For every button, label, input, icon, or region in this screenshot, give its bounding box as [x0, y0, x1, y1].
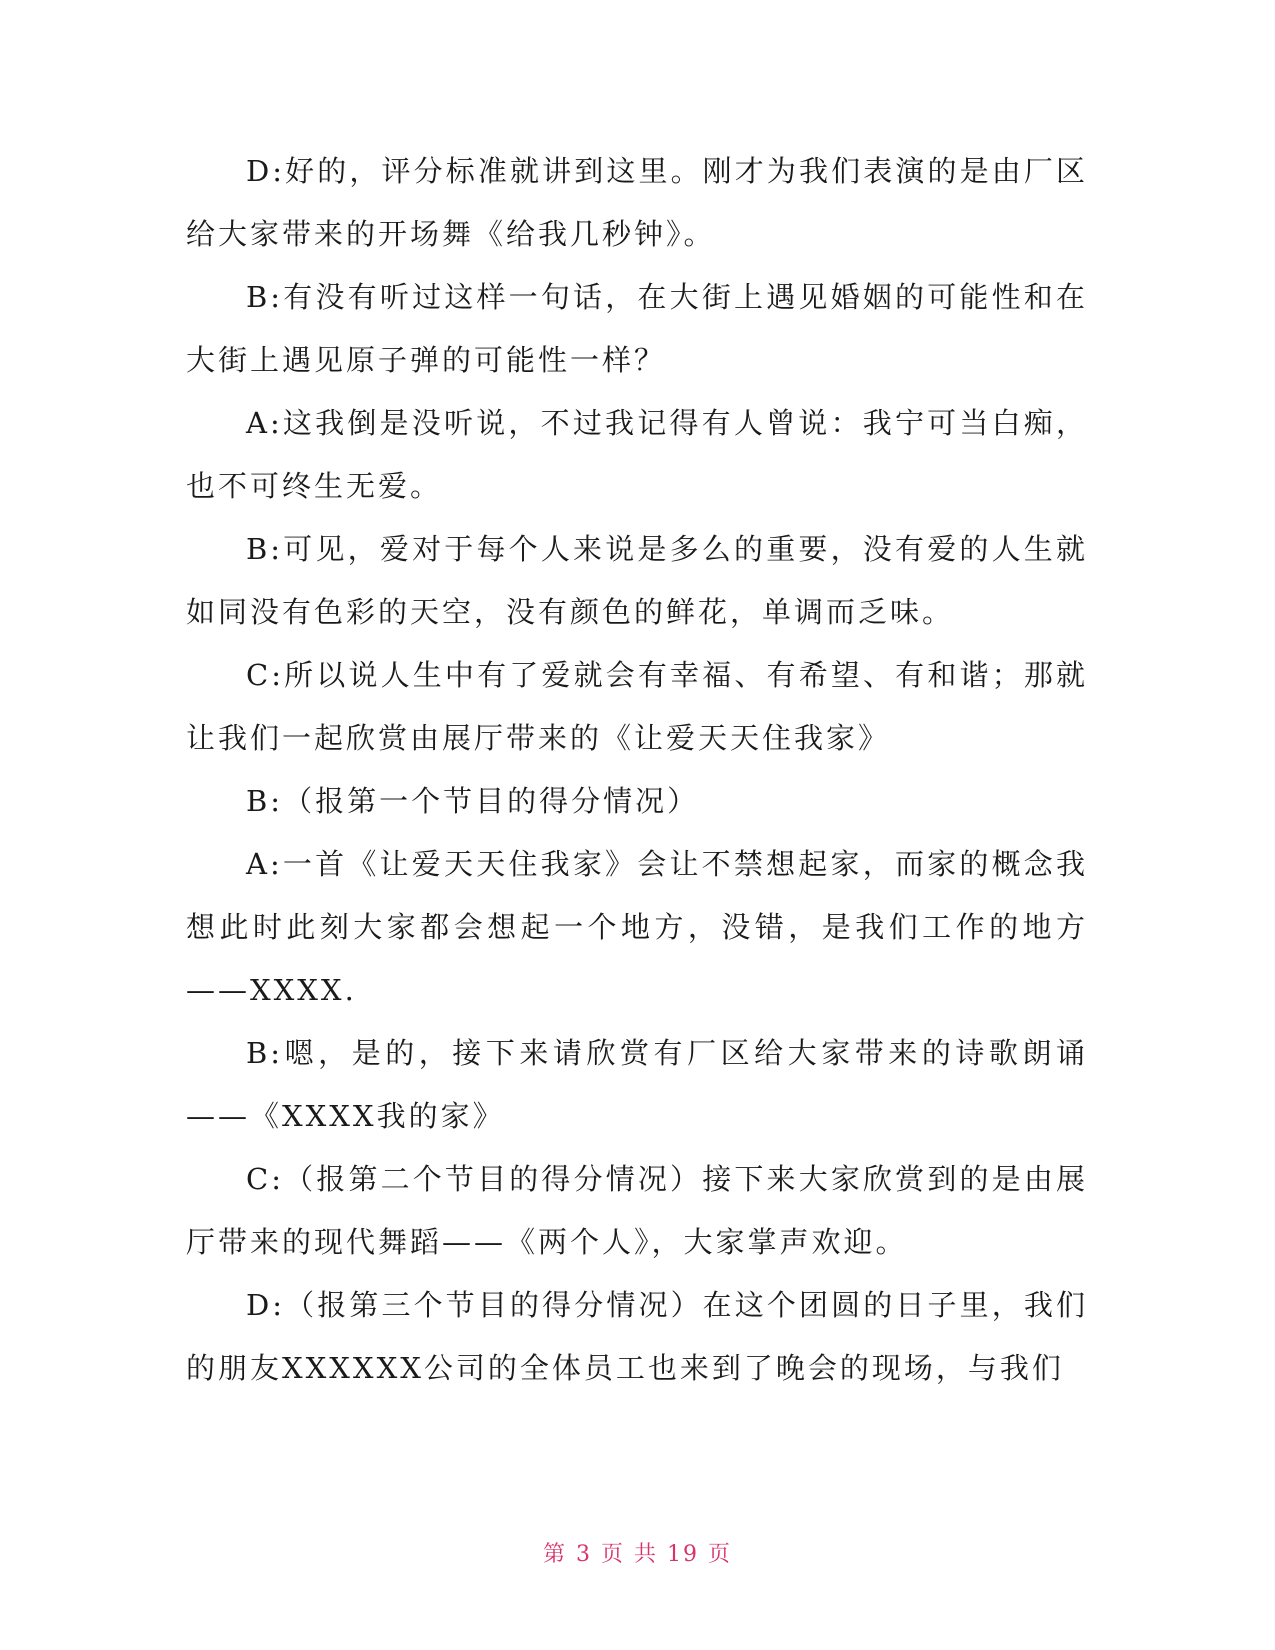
paragraph: A:这我倒是没听说，不过我记得有人曾说：我宁可当白痴，也不可终生无爱。: [186, 406, 1088, 503]
paragraph: D:好的，评分标准就讲到这里。刚才为我们表演的是由厂区给大家带来的开场舞《给我几秒钟》。: [186, 154, 1088, 251]
page-number-label: 第 3 页 共 19 页: [543, 1542, 732, 1567]
document-body: [186, 140, 1088, 1400]
paragraph: C:所以说人生中有了爱就会有幸福、有希望、有和谐；那就让我们一起欣赏由展厅带来的《让爱天天住我家》: [186, 658, 1088, 755]
paragraph: B:有没有听过这样一句话，在大街上遇见婚姻的可能性和在大街上遇见原子弹的可能性一样？: [186, 280, 1088, 377]
paragraph: B:（报第一个节目的得分情况）: [246, 784, 700, 818]
page-footer: [0, 1537, 1275, 1568]
paragraph: A:一首《让爱天天住我家》会让不禁想起家，而家的概念我想此时此刻大家都会想起一个地方，没错，是我们工作的地方——XXXX.: [186, 847, 1088, 1007]
paragraph: B:可见，爱对于每个人来说是多么的重要，没有爱的人生就如同没有色彩的天空，没有颜色的鲜花，单调而乏味。: [186, 532, 1088, 629]
paragraph: D:（报第三个节目的得分情况）在这个团圆的日子里，我们的朋友XXXXXX公司的全体员工也来到了晚会的现场，与我们: [186, 1288, 1088, 1385]
paragraph: B:嗯，是的，接下来请欣赏有厂区给大家带来的诗歌朗诵——《XXXX我的家》: [186, 1036, 1088, 1133]
paragraph: C:（报第二个节目的得分情况）接下来大家欣赏到的是由展厅带来的现代舞蹈——《两个人》，大家掌声欢迎。: [186, 1162, 1088, 1259]
